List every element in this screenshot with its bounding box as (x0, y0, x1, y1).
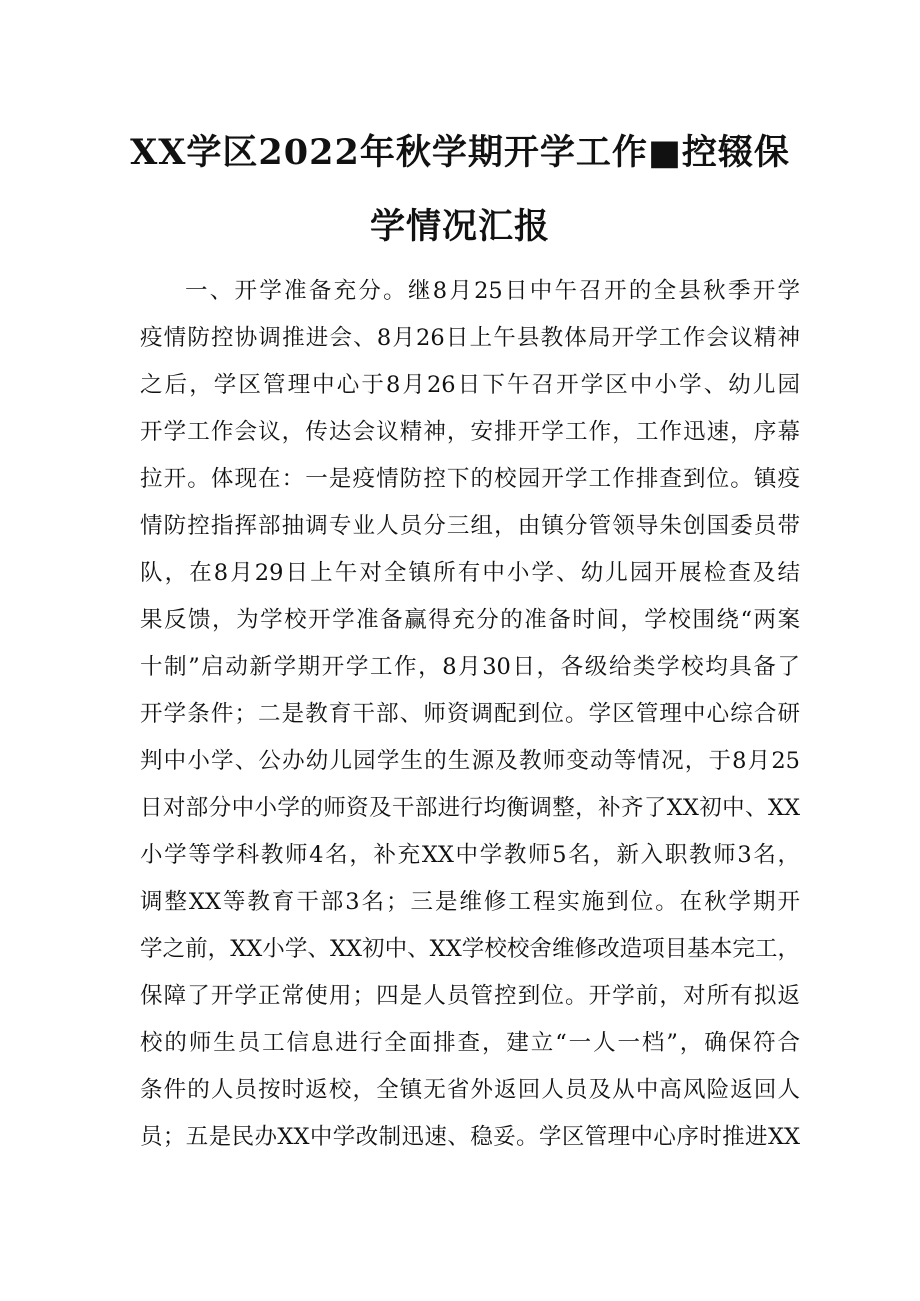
body-line: 学之前，XX小学、XX初中、XX学校校舍维修改造项目基本完工， (140, 936, 800, 962)
body-line: 开学条件；二是教育干部、师资调配到位。学区管理中心综合研 (140, 701, 800, 727)
body-line: 小学等学科教师4名，补充XX中学教师5名，新入职教师3名， (140, 842, 800, 868)
body-line: 员；五是民办XX中学改制迅速、稳妥。学区管理中心序时推进XX (140, 1124, 800, 1150)
document-title-line-2: 学情况汇报 (369, 206, 550, 247)
body-line: 判中小学、公办幼儿园学生的生源及教师变动等情况，于8月25 (140, 748, 800, 774)
body-line: 保障了开学正常使用；四是人员管控到位。开学前，对所有拟返 (140, 983, 800, 1009)
body-line: 果反馈，为学校开学准备赢得充分的准备时间，学校围绕“两案 (140, 607, 800, 633)
body-line: 校的师生员工信息进行全面排查，建立“一人一档”，确保符合 (140, 1030, 800, 1056)
body-line: 之后，学区管理中心于8月26日下午召开学区中小学、幼儿园 (140, 372, 800, 398)
body-line: 开学工作会议，传达会议精神，安排开学工作，工作迅速，序幕 (140, 419, 800, 445)
body-line: 情防控指挥部抽调专业人员分三组，由镇分管领导朱创国委员带 (140, 513, 800, 539)
body-line: 拉开。体现在：一是疫情防控下的校园开学工作排查到位。镇疫 (140, 466, 800, 492)
body-line: 疫情防控协调推进会、8月26日上午县教体局开学工作会议精神 (140, 325, 800, 351)
body-line: 一、开学准备充分。继8月25日中午召开的全县秋季开学 (185, 278, 800, 304)
body-line: 调整XX等教育干部3名；三是维修工程实施到位。在秋学期开 (140, 889, 800, 915)
document-title-line-1: XX学区2022年秋学期开学工作■控辍保 (130, 132, 790, 173)
body-line: 日对部分中小学的师资及干部进行均衡调整，补齐了XX初中、XX (140, 795, 800, 821)
body-line: 条件的人员按时返校，全镇无省外返回人员及从中高风险返回人 (140, 1077, 800, 1103)
body-line: 十制”启动新学期开学工作，8月30日，各级给类学校均具备了 (140, 654, 800, 680)
body-line: 队，在8月29日上午对全镇所有中小学、幼儿园开展检查及结 (140, 560, 800, 586)
